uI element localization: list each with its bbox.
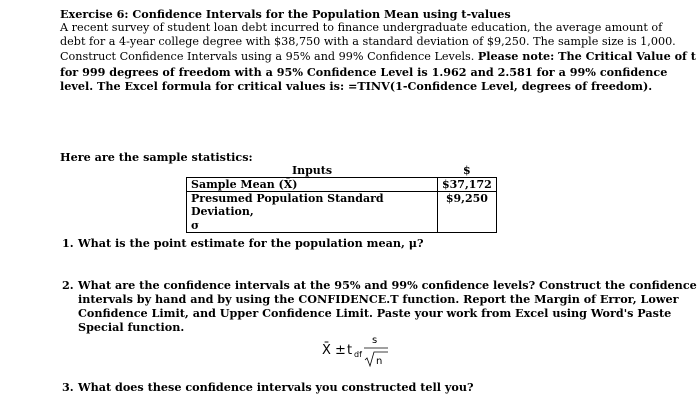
sample-statistics-table bbox=[186, 164, 497, 233]
table-row bbox=[187, 192, 497, 219]
formula-mean: X̄ bbox=[322, 343, 331, 358]
formula-t: t bbox=[347, 343, 353, 358]
question-text: Confidence Limit, and Upper Confidence Limit. Paste your work from Excel using Word's Paste bbox=[78, 306, 672, 320]
question-text: What are the confidence intervals at the 95% and 99% confidence levels? Construct the confidence bbox=[78, 278, 697, 292]
std-dev-symbol: σ bbox=[187, 218, 438, 233]
unit-header: $ bbox=[438, 164, 497, 178]
intro-text: Construct Confidence Intervals using a 95% and 99% Confidence Levels. bbox=[60, 50, 478, 64]
question-number: 2. bbox=[62, 278, 74, 292]
formula-df: df bbox=[354, 350, 362, 359]
std-dev-label-text: Presumed Population Standard Deviation, bbox=[191, 192, 384, 218]
sample-heading: Here are the sample statistics: bbox=[60, 150, 253, 164]
formula-numerator: s bbox=[372, 335, 378, 346]
formula-plus-minus: ± bbox=[335, 343, 346, 358]
std-dev-value: $9,250 bbox=[438, 192, 497, 233]
intro-paragraph bbox=[60, 21, 696, 93]
intro-line: debt for a 4-year college degree with $38,750 with a standard deviation of $9,250. The sample size is 1,000. bbox=[60, 35, 676, 49]
intro-line: for 999 degrees of freedom with a 95% Confidence Level is 1.962 and 2.581 for a 99% confidence bbox=[60, 64, 668, 79]
exercise-title: Exercise 6: Confidence Intervals for the Population Mean using t-values bbox=[60, 7, 511, 21]
question-text: Special function. bbox=[78, 320, 185, 334]
table-header-row bbox=[187, 164, 497, 178]
intro-line: A recent survey of student loan debt incurred to finance undergraduate education, the average amount of bbox=[60, 21, 663, 34]
question-text: What is the point estimate for the population mean, μ? bbox=[78, 236, 424, 250]
intro-line bbox=[60, 49, 696, 64]
inputs-header: Inputs bbox=[291, 164, 333, 177]
confidence-interval-formula bbox=[322, 332, 402, 370]
table-row bbox=[187, 178, 497, 192]
sample-mean-label: Sample Mean (X̄) bbox=[187, 178, 438, 192]
std-dev-label bbox=[187, 192, 438, 219]
intro-note: Please note: The Critical Value of t bbox=[477, 49, 696, 64]
intro-line: level. The Excel formula for critical values is: =TINV(1-Confidence Level, degrees of freedom). bbox=[60, 78, 653, 93]
question-number: 1. bbox=[62, 236, 74, 250]
formula-denominator: n bbox=[376, 356, 383, 367]
sample-mean-value: $37,172 bbox=[438, 178, 497, 192]
question-text: intervals by hand and by using the CONFIDENCE.T function. Report the Margin of Error, Lower bbox=[78, 292, 679, 306]
question-text: What does these confidence intervals you constructed tell you? bbox=[78, 380, 474, 394]
question-number: 3. bbox=[62, 380, 74, 394]
